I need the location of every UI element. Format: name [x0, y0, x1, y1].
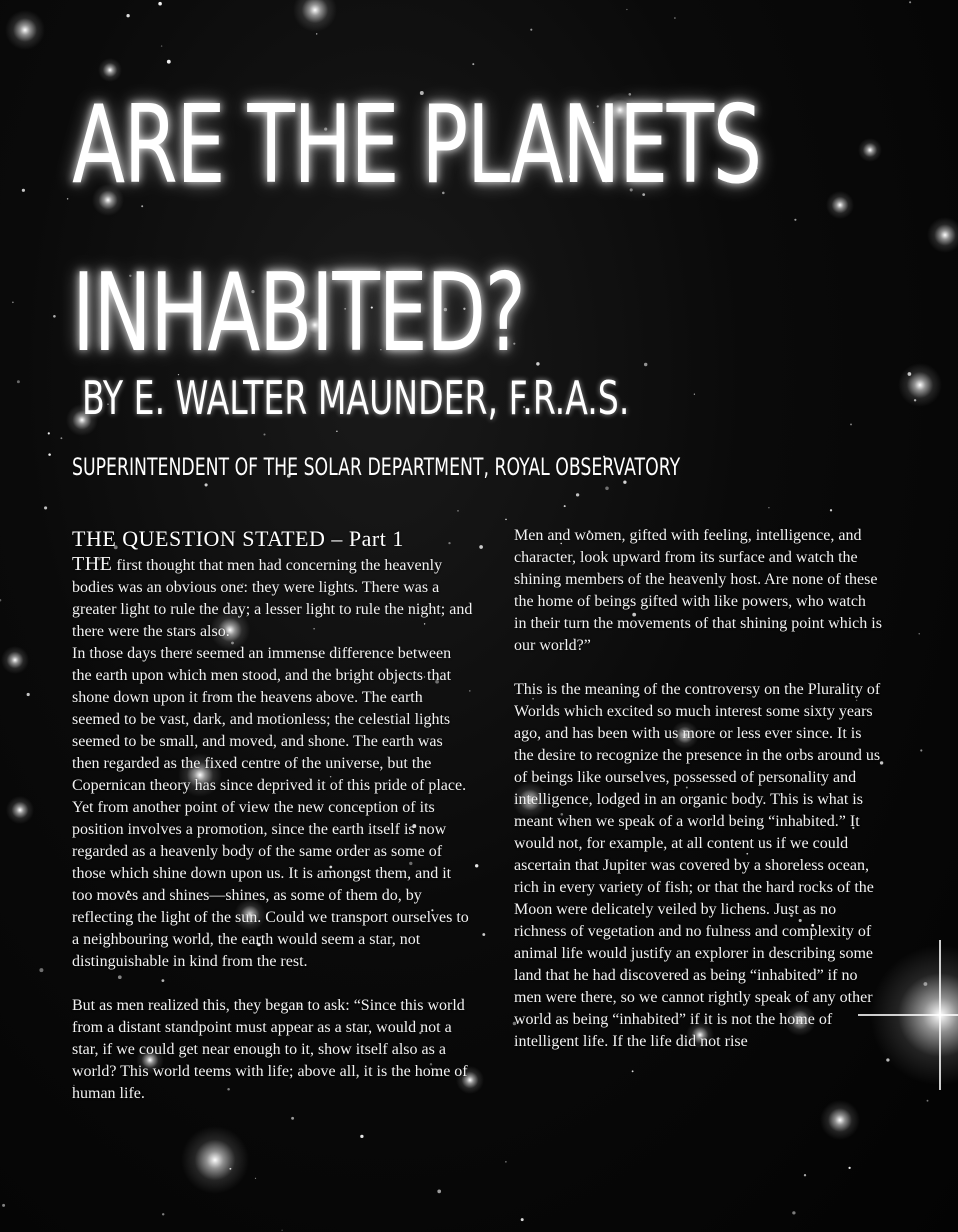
star-dot [576, 493, 579, 496]
star-dot [22, 189, 25, 192]
right-paragraph-1: Men and women, gifted with feeling, intelligence, and character, look upward from its surface and watch the shining members of the heavenly host. Are none of these the home of beings gifted with like powers, who watch in their turn the movements of that shining point which is our world?” [514, 527, 882, 654]
star-dot [457, 510, 458, 511]
star-dot [336, 431, 337, 432]
star-dot [909, 1, 911, 3]
star-dot [792, 1211, 795, 1214]
left-column [72, 525, 474, 1105]
glow-star [898, 363, 942, 407]
star-dot [479, 545, 483, 549]
star-dot [0, 599, 1, 601]
star-dot [848, 1167, 850, 1169]
glow-star [293, 0, 337, 32]
star-dot [60, 437, 62, 439]
star-dot [482, 933, 485, 936]
star-dot [804, 1174, 806, 1176]
glow-star [820, 1100, 860, 1140]
star-dot [914, 399, 916, 401]
glow-star [927, 217, 958, 253]
star-dot [927, 1100, 929, 1102]
star-dot [48, 432, 50, 434]
left-paragraph-2: In those days there seemed an immense difference between the earth upon which men stood, and the bright objects that shone down upon it from the heavens above. The earth seemed to be vast, dark, and motionless; the celestial lights seemed to be small, and moved, and shone. The earth was then regarded as the fixed centre of the universe, but the Copernican theory has since deprived it of this pride of place. Yet from another point of view the new conception of its position involves a promotion, since the earth itself is now regarded as a heavenly body of the same order as some of those which shine down upon us. It is amongst them, and it too moves and shines—shines, as some of them do, by reflecting the light of the sun. Could we transport ourselves to a neighbouring world, the earth would seem a star, not distinguishable in kind from the rest. [72, 645, 469, 970]
author-byline: BY E. WALTER MAUNDER, F.R.A.S. [82, 371, 630, 425]
glow-star [6, 796, 34, 824]
star-dot [162, 1213, 164, 1215]
star-dot [830, 509, 832, 511]
article-title [72, 62, 761, 398]
star-dot [794, 219, 796, 221]
star-dot [920, 749, 922, 751]
star-dot [17, 380, 20, 383]
left-paragraph-3: But as men realized this, they began to ask: “Since this world from a distant standpoint must appear as a star, would not a star, if we could get near enough to it, show itself also as a world? This world teems with life; above all, it is the home of human life. [72, 997, 468, 1102]
right-column [514, 525, 882, 1053]
star-dot [475, 864, 478, 867]
star-dot [674, 17, 676, 19]
star-dot [626, 9, 627, 10]
glow-star [858, 138, 882, 162]
star-dot [564, 505, 566, 507]
left-paragraph-1-text: first thought that men had concerning the heavenly bodies was an obvious one: they were lights. There was a greater light to rule the day; a lesser light to rule the night; and there were the stars also. [72, 557, 473, 640]
star-dot [126, 14, 129, 17]
title-line-1: ARE THE PLANETS [72, 83, 761, 208]
star-dot [908, 372, 912, 376]
star-dot [44, 506, 47, 509]
star-dot [437, 1190, 441, 1194]
star-dot [521, 1218, 524, 1221]
star-dot [850, 423, 852, 425]
star-dot [27, 693, 30, 696]
author-position: SUPERINTENDENT OF THE SOLAR DEPARTMENT, ROYAL OBSERVATORY [72, 453, 681, 481]
star-dot [48, 453, 51, 456]
star-dot [768, 507, 769, 508]
star-dot [229, 1168, 231, 1170]
star-dot [263, 433, 265, 435]
star-dot [605, 487, 609, 491]
star-dot [530, 29, 532, 31]
star-dot [12, 302, 14, 304]
star-dot [205, 483, 208, 486]
star-dot [53, 315, 56, 318]
star-dot [255, 1178, 256, 1179]
glow-star [1, 646, 29, 674]
glow-star [181, 1126, 249, 1194]
star-dot [632, 1070, 634, 1072]
glow-star [5, 10, 45, 50]
star-dot [281, 1230, 282, 1231]
star-dot [39, 968, 43, 972]
star-dot [291, 1117, 294, 1120]
section-heading: THE QUESTION STATED – Part 1 [72, 526, 404, 551]
star-dot [158, 2, 162, 6]
star-dot [919, 633, 920, 634]
star-dot [2, 1204, 5, 1207]
star-dot [316, 33, 317, 34]
star-dot [360, 1135, 363, 1138]
star-dot [505, 1161, 506, 1162]
title-line-2: INHABITED? [72, 251, 525, 376]
left-paragraph-1 [72, 553, 474, 643]
star-dot [161, 45, 162, 46]
star-dot [67, 198, 68, 199]
star-dot [505, 519, 507, 521]
lead-word: THE [72, 553, 113, 575]
right-paragraph-2: This is the meaning of the controversy on the Plurality of Worlds which excited so much interest some sixty years ago, and has been with us more or less ever since. It is the desire to recognize the presence in the orbs around us of beings like ourselves, possessed of personality and intelligence, lodged in an organic body. This is what is meant when we speak of a world being “inhabited.” It would not, for example, at all content us if we could ascertain that Jupiter was covered by a shoreless ocean, rich in every variety of fish; or that the hard rocks of the Moon were delicately veiled by lichens. Just as no richness of vegetation and no fulness and complexity of animal life would justify an explorer in describing some land that he had discovered as being “inhabited” if no men were there, so we cannot rightly speak of any other world as being “inhabited” if it is not the home of intelligent life. If the life did not rise [514, 681, 881, 1050]
glow-star [826, 191, 854, 219]
